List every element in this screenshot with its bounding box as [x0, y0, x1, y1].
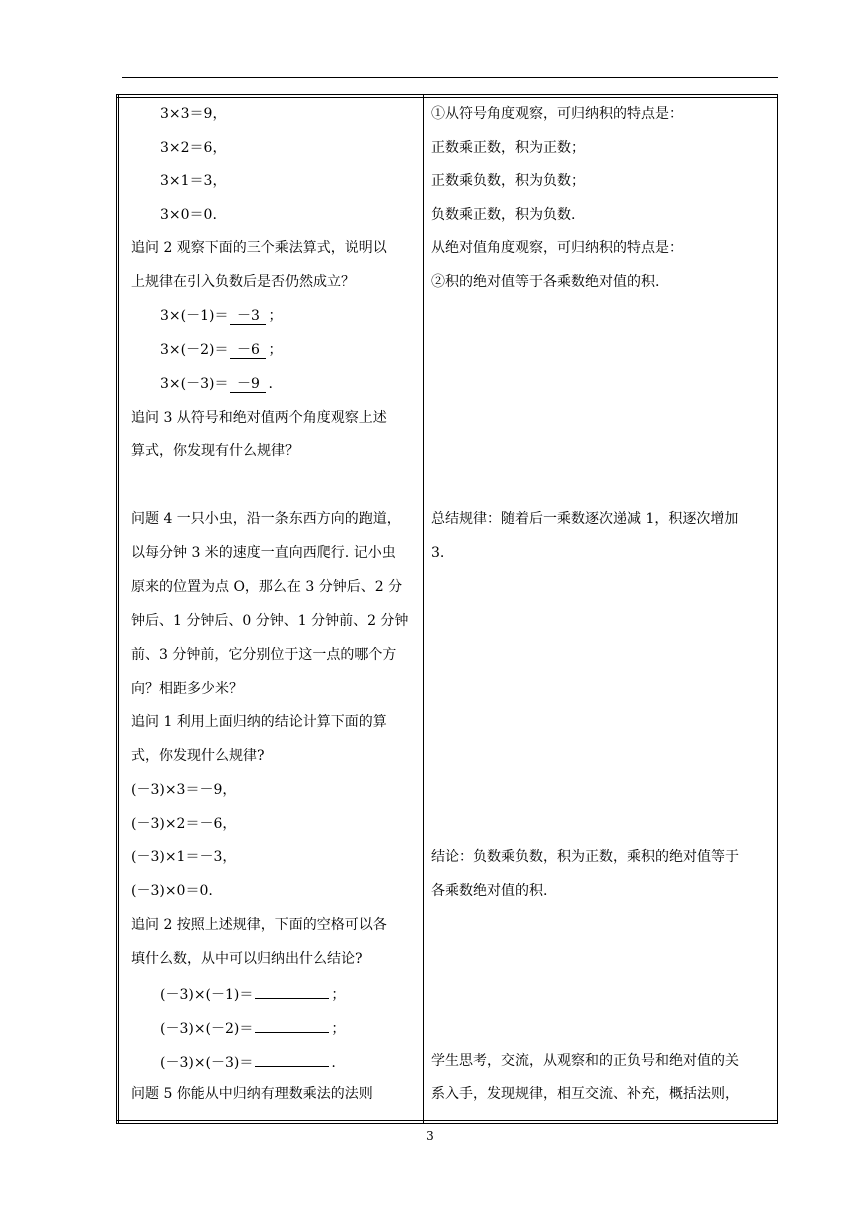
equation-prefix: (－3)×(－2)＝ [160, 1021, 254, 1037]
problem-text: 钟后、1 分钟后、0 分钟、1 分钟前、2 分钟 [131, 613, 409, 629]
fill-blank [255, 1017, 329, 1033]
equation-suffix: . [268, 376, 273, 392]
equation-prefix: 3×(－2)＝ [160, 342, 229, 358]
followup-question: 算式，你发现有什么规律？ [131, 443, 299, 459]
equation-line: 3×3＝9， [160, 106, 227, 122]
followup-question: 追问 3 从符号和绝对值两个角度观察上述 [131, 410, 387, 426]
table-border [116, 1120, 778, 1121]
summary-text: 3. [431, 545, 445, 561]
student-activity-text: 学生思考，交流，从观察和的正负号和绝对值的关 [431, 1053, 739, 1069]
equation-line: (－3)×0＝0. [131, 883, 213, 899]
table-border [777, 94, 778, 1124]
observation-text: ②积的绝对值等于各乘数绝对值的积. [431, 274, 660, 290]
equation-line: 3×2＝6， [160, 140, 227, 156]
equation-line: (－3)×1＝－3， [131, 849, 237, 865]
equation-suffix: ； [331, 987, 346, 1003]
followup-question: 追问 2 按照上述规律，下面的空格可以各 [131, 917, 387, 933]
fill-blank [255, 1051, 329, 1067]
problem-text: 问题 4 一只小虫，沿一条东西方向的跑道， [131, 511, 401, 527]
followup-question: 追问 1 利用上面归纳的结论计算下面的算 [131, 714, 387, 730]
column-divider [423, 94, 424, 1124]
fill-blank [255, 983, 329, 999]
answer-equation [160, 340, 282, 360]
observation-text: 正数乘正数，积为正数； [431, 140, 585, 156]
summary-text: 总结规律：随着后一乘数逐次递减 1，积逐次增加 [431, 511, 739, 527]
page-number: 3 [426, 1129, 434, 1143]
table-border [116, 97, 778, 98]
equation-suffix: ； [268, 308, 283, 324]
equation-line: (－3)×3＝－9， [131, 782, 237, 798]
equation-prefix: 3×(－3)＝ [160, 376, 229, 392]
equation-prefix: 3×(－1)＝ [160, 308, 229, 324]
equation-suffix: ； [331, 1021, 346, 1037]
followup-question: 上规律在引入负数后是否仍然成立？ [131, 274, 355, 290]
table-border [116, 1123, 778, 1124]
answer-value: －6 [230, 342, 266, 359]
observation-text: ①从符号角度观察，可归纳积的特点是： [431, 106, 683, 122]
table-border [116, 94, 778, 95]
problem-text: 以每分钟 3 米的速度一直向西爬行. 记小虫 [131, 545, 396, 561]
followup-question: 填什么数，从中可以归纳出什么结论? [131, 951, 363, 967]
answer-value: －9 [230, 376, 266, 393]
header-rule [122, 77, 778, 78]
answer-equation [160, 306, 282, 326]
answer-value: －3 [230, 308, 266, 325]
blank-equation [160, 1017, 345, 1039]
equation-line: 3×0＝0. [160, 207, 217, 223]
observation-text: 从绝对值角度观察，可归纳积的特点是： [431, 240, 683, 256]
blank-equation [160, 1051, 336, 1073]
equation-prefix: (－3)×(－3)＝ [160, 1055, 254, 1071]
table-border [116, 94, 119, 1124]
observation-text: 负数乘正数，积为负数. [431, 207, 576, 223]
followup-question: 追问 2 观察下面的三个乘法算式，说明以 [131, 240, 387, 256]
problem-text: 前、3 分钟前，它分别位于这一点的哪个方 [131, 647, 397, 663]
problem-text: 原来的位置为点 O，那么在 3 分钟后、2 分 [131, 579, 403, 595]
followup-question: 式，你发现什么规律? [131, 748, 265, 764]
answer-equation [160, 374, 273, 394]
conclusion-text: 各乘数绝对值的积. [431, 883, 548, 899]
equation-line: (－3)×2＝－6， [131, 816, 237, 832]
equation-line: 3×1＝3， [160, 173, 227, 189]
observation-text: 正数乘负数，积为负数； [431, 173, 585, 189]
conclusion-text: 结论：负数乘负数，积为正数，乘积的绝对值等于 [431, 849, 739, 865]
blank-equation [160, 983, 345, 1005]
student-activity-text: 系入手，发现规律，相互交流、补充，概括法则， [431, 1086, 739, 1102]
problem-text: 向？相距多少米？ [131, 681, 243, 697]
equation-prefix: (－3)×(－1)＝ [160, 987, 254, 1003]
problem-text: 问题 5 你能从中归纳有理数乘法的法则 [131, 1086, 373, 1102]
equation-suffix: . [331, 1055, 336, 1071]
equation-suffix: ； [268, 342, 283, 358]
